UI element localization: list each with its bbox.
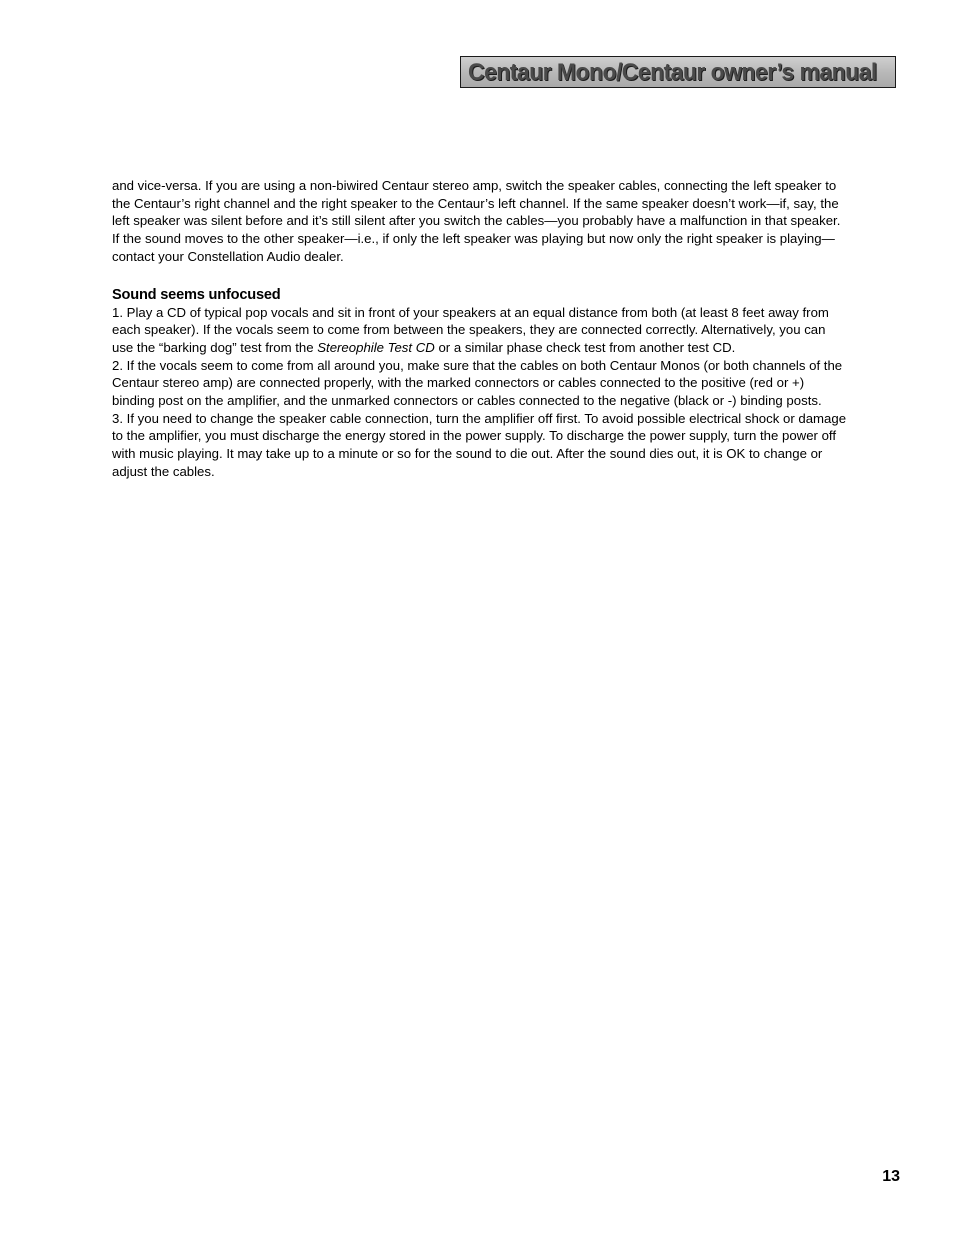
step-1-italic-title: Stereophile Test CD bbox=[317, 339, 435, 355]
step-2-paragraph: 2. If the vocals seem to come from all around you, make sure that the cables on both Centaur Monos (or both channels of the Centaur stereo amp) are connected properly, with the marked connectors or cables connected to the positive (red or +) binding post on the amplifier, and the unmarked connectors or cables connected to the negative (black or -) binding posts. bbox=[112, 357, 843, 409]
page-body bbox=[112, 177, 847, 481]
step-1-paragraph bbox=[112, 304, 847, 357]
page-number: 13 bbox=[882, 1168, 900, 1185]
step-3-paragraph: 3. If you need to change the speaker cable connection, turn the amplifier off first. To avoid possible electrical shock or damage to the amplifier, you must discharge the energy stored in the power supply. To discharge the power supply, turn the power off with music playing. It may take up to a minute or so for the sound to die out. After the sound dies out, it is OK to change or adjust the cables. bbox=[112, 410, 847, 479]
intro-paragraph: and vice-versa. If you are using a non-biwired Centaur stereo amp, switch the speaker cables, connecting the left speaker to the Centaur’s right channel and the right speaker to the Centaur’s left channel. If the same speaker doesn’t work—if, say, the left speaker was silent before and it’s still silent after you switch the cables—you probably have a malfunction in that speaker. If the sound moves to the other speaker—i.e., if only the left speaker was playing but now only the right speaker is playing—contact your Constellation Audio dealer. bbox=[112, 178, 841, 264]
header-banner bbox=[460, 56, 896, 88]
manual-title: Centaur Mono/Centaur owner’s manual bbox=[468, 59, 877, 86]
step-1-text: 1. Play a CD of typical pop vocals and sit in front of your speakers at an equal distance from both (at least 8 feet away from each speaker). If the vocals seem to come from between the speakers, they are connected correctly. Alternatively, you can use the “barking dog” test from the bbox=[112, 304, 829, 355]
section-heading: Sound seems unfocused bbox=[112, 286, 281, 303]
step-1-text-end: or a similar phase check test from another test CD. bbox=[434, 339, 736, 355]
